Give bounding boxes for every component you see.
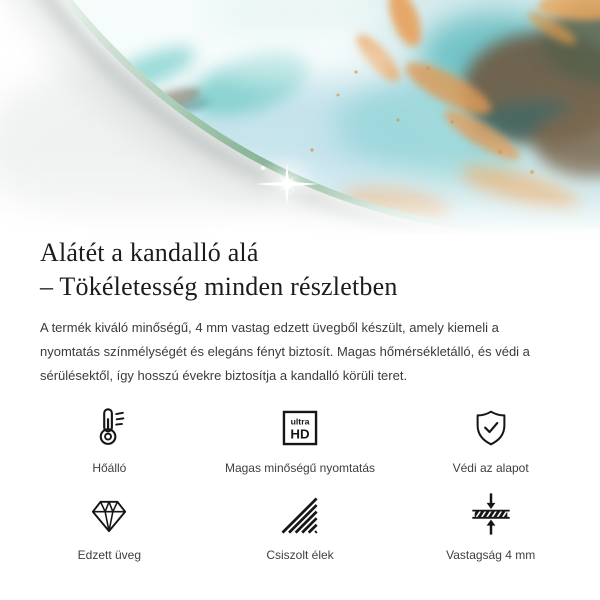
thermometer-icon xyxy=(86,404,132,450)
feature-label: Edzett üveg xyxy=(77,548,142,562)
feature-item xyxy=(205,491,396,562)
diamond-icon xyxy=(87,491,131,537)
thickness-icon xyxy=(468,491,514,537)
feature-label: Hőálló xyxy=(92,461,127,475)
ultra-hd-icon xyxy=(278,404,322,450)
product-description: A termék kiváló minőségű, 4 mm vastag edzett üvegből készült, amely kiemeli a nyomtatás színmélységét és elegáns fényt biztosít. Magas hőmérsékletálló, és védi a sérülésektől, így hosszú évekre biztosítja a kandalló körüli teret. xyxy=(40,320,530,383)
feature-item xyxy=(395,491,586,562)
feature-label: Magas minőségű nyomtatás xyxy=(224,461,376,475)
page-title xyxy=(0,234,600,304)
svg-text:ultra: ultra xyxy=(290,416,310,427)
feature-label: Csiszolt élek xyxy=(266,548,334,562)
svg-text:HD: HD xyxy=(290,426,310,442)
title-line-1: Alátét a kandalló alá xyxy=(40,238,259,267)
feature-item xyxy=(14,491,205,562)
feature-label: Vastagság 4 mm xyxy=(446,548,536,562)
shield-check-icon xyxy=(469,404,513,450)
polished-edges-icon xyxy=(279,491,321,537)
feature-item xyxy=(205,404,396,475)
title-line-2: – Tökéletesség minden részletben xyxy=(40,272,398,301)
feature-item xyxy=(14,404,205,475)
product-photo xyxy=(0,0,600,234)
feature-item xyxy=(395,404,586,475)
feature-label: Védi az alapot xyxy=(452,461,529,475)
features-grid xyxy=(0,404,600,562)
